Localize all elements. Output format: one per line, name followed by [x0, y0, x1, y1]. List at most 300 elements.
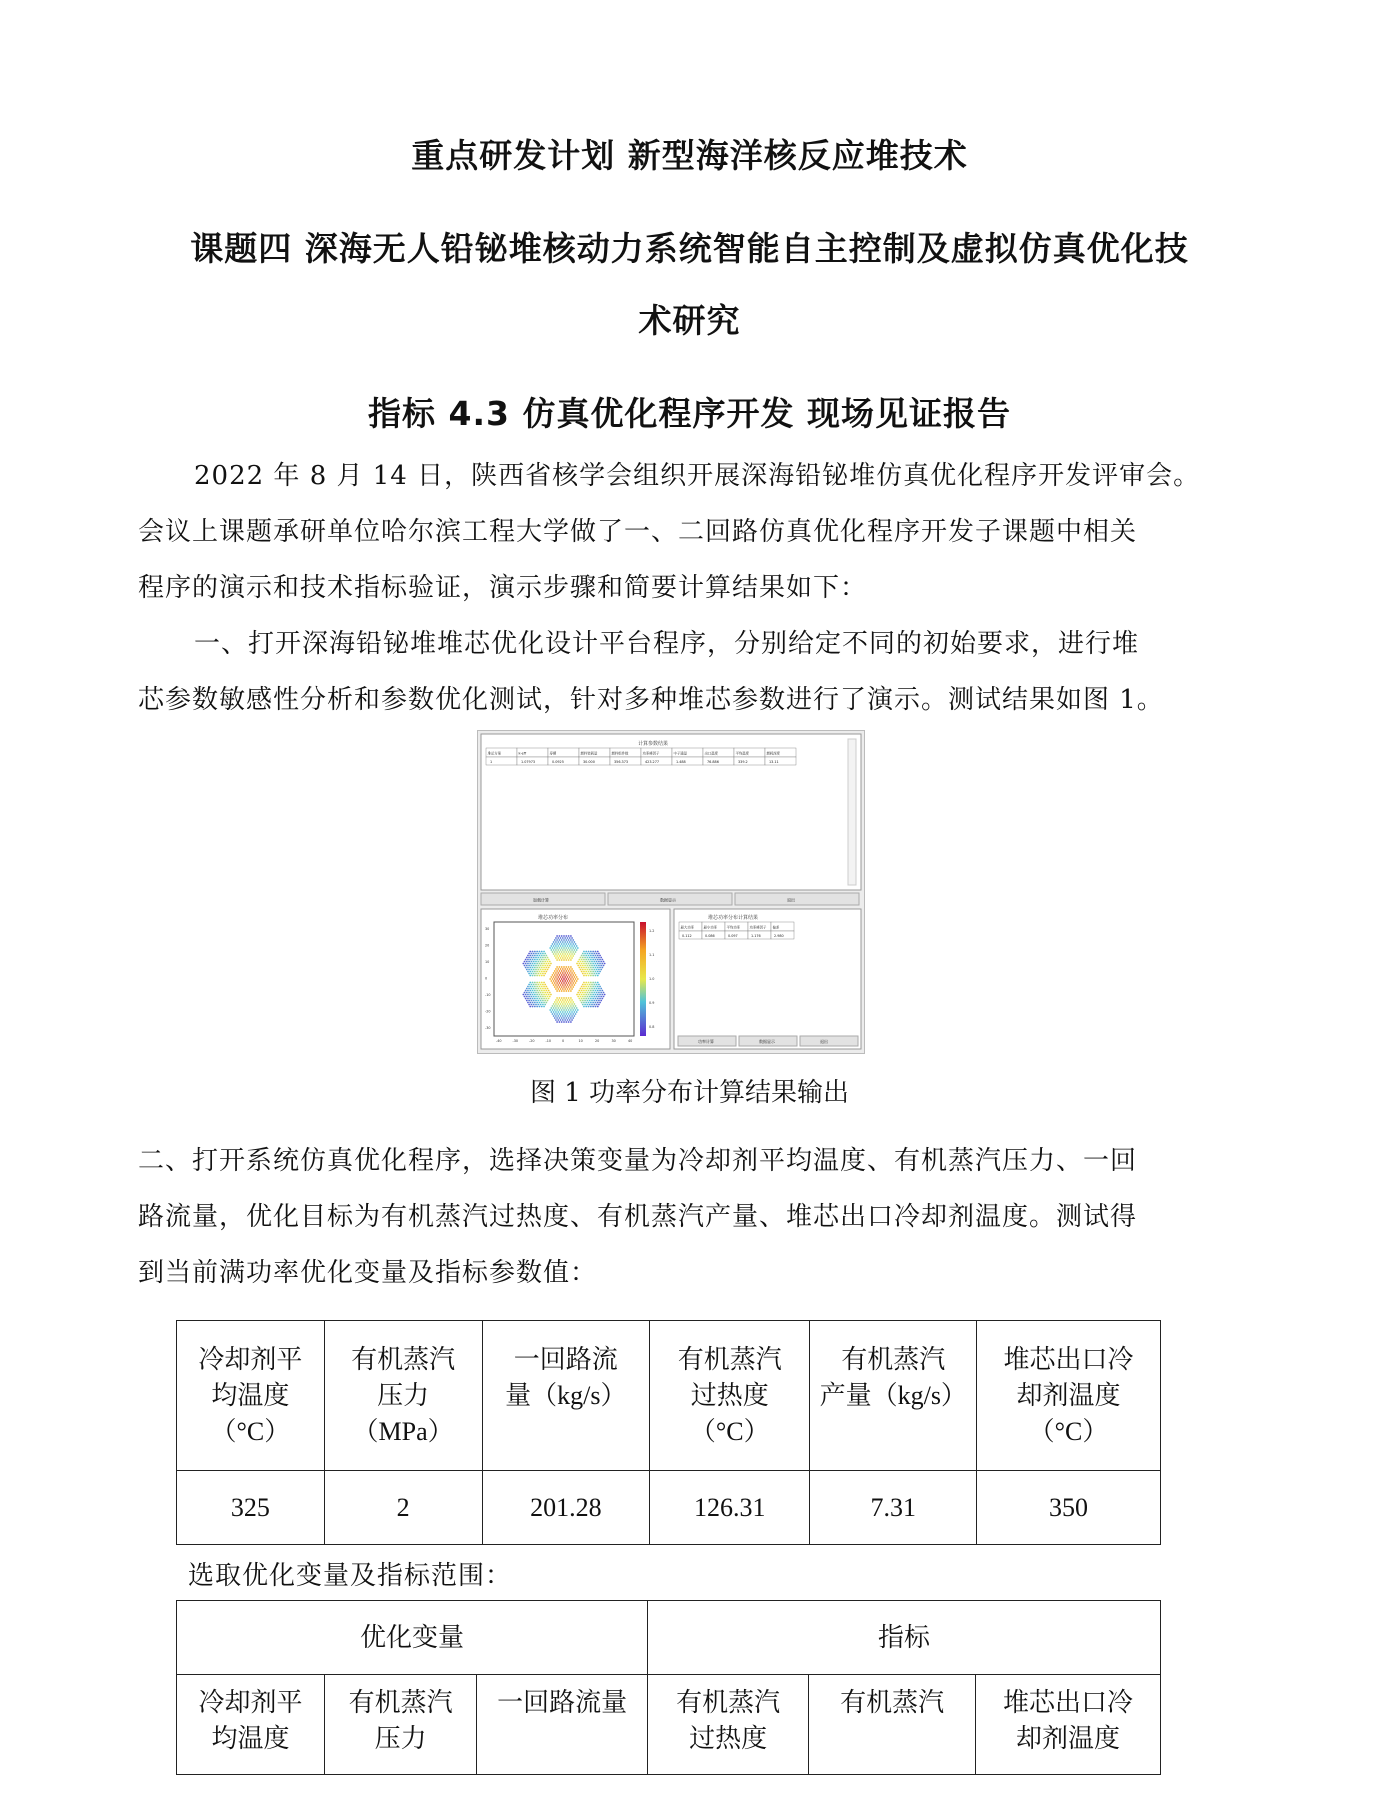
core-cell	[561, 990, 563, 992]
paragraph-line: 一、打开深海铅铋堆堆芯优化设计平台程序，分别给定不同的初始要求，进行堆	[194, 629, 1140, 659]
core-cell	[555, 984, 557, 986]
core-cell	[543, 963, 545, 965]
core-cell	[560, 976, 562, 978]
core-cell	[571, 1007, 573, 1009]
core-cell	[534, 1002, 536, 1004]
core-cell	[544, 965, 546, 967]
core-cell	[582, 992, 584, 994]
core-cell	[562, 937, 564, 939]
core-cell	[580, 969, 582, 971]
core-cell	[554, 951, 556, 953]
core-cell	[572, 943, 574, 945]
core-cell	[590, 955, 592, 957]
core-cell	[576, 963, 578, 965]
core-cell	[542, 961, 544, 963]
paragraph-line: 程序的演示和技术指标验证，演示步骤和简要计算结果如下：	[138, 573, 868, 603]
core-cell	[537, 1000, 539, 1002]
core-cell	[578, 994, 580, 996]
header-cell: 一回路流 量（kg/s）	[482, 1321, 650, 1471]
core-cell	[541, 994, 543, 996]
core-cell	[572, 1017, 574, 1019]
core-cell	[575, 1013, 577, 1015]
core-cell	[557, 980, 559, 982]
core-cell	[554, 1009, 556, 1011]
core-cell	[584, 996, 586, 998]
core-cell	[581, 986, 583, 988]
table-group-header-row	[177, 1601, 1161, 1675]
core-cell	[528, 961, 530, 963]
core-cell	[548, 994, 550, 996]
core-cell	[589, 992, 591, 994]
core-cell	[554, 1005, 556, 1007]
core-cell	[543, 994, 545, 996]
core-cell	[527, 986, 529, 988]
core-cell	[598, 961, 600, 963]
core-cell	[537, 957, 539, 959]
core-cell	[526, 957, 528, 959]
core-cell	[561, 1001, 563, 1003]
core-cell	[585, 951, 587, 953]
core-cell	[571, 1003, 573, 1005]
core-cell	[544, 1000, 546, 1002]
figure-platform-screenshot	[477, 730, 865, 1054]
core-cell	[543, 959, 545, 961]
core-cell	[592, 967, 594, 969]
core-cell	[589, 969, 591, 971]
core-cell	[552, 943, 554, 945]
core-cell	[553, 945, 555, 947]
core-cell	[560, 949, 562, 951]
core-cell	[591, 969, 593, 971]
core-cell	[545, 971, 547, 973]
right-table-value: 0.097	[728, 934, 738, 938]
core-cell	[561, 978, 563, 980]
core-cell	[524, 961, 526, 963]
core-cell	[577, 978, 579, 980]
core-cell	[540, 996, 542, 998]
core-cell	[542, 957, 544, 959]
core-cell	[570, 1001, 572, 1003]
core-cell	[568, 955, 570, 957]
colorbar-tick-label: 0.8	[649, 1025, 655, 1029]
core-cell	[563, 990, 565, 992]
core-cell	[569, 976, 571, 978]
core-cell	[560, 1007, 562, 1009]
core-cell	[545, 998, 547, 1000]
core-cell	[588, 967, 590, 969]
core-cell	[528, 953, 530, 955]
core-cell	[537, 988, 539, 990]
core-cell	[580, 992, 582, 994]
core-cell	[526, 961, 528, 963]
core-cell	[539, 1002, 541, 1004]
core-cell	[576, 994, 578, 996]
core-cell	[588, 994, 590, 996]
core-cell	[526, 1000, 528, 1002]
core-cell	[539, 951, 541, 953]
core-cell	[584, 988, 586, 990]
core-cell	[561, 1021, 563, 1023]
core-cell	[562, 1019, 564, 1021]
core-cell	[587, 1000, 589, 1002]
y-tick-label: -30	[485, 1026, 491, 1030]
core-cell	[601, 963, 603, 965]
core-cell	[545, 955, 547, 957]
core-cell	[539, 963, 541, 965]
core-cell	[542, 988, 544, 990]
core-cell	[541, 959, 543, 961]
core-cell	[540, 988, 542, 990]
core-cell	[559, 1001, 561, 1003]
core-cell	[565, 990, 567, 992]
core-cell	[589, 973, 591, 975]
core-cell	[531, 957, 533, 959]
core-cell	[587, 953, 589, 955]
core-cell	[576, 980, 578, 982]
x-tick-label: 0	[562, 1039, 565, 1043]
core-cell	[563, 947, 565, 949]
core-cell	[533, 996, 535, 998]
core-cell	[573, 1003, 575, 1005]
core-cell	[573, 1007, 575, 1009]
core-cell	[568, 943, 570, 945]
core-cell	[545, 959, 547, 961]
core-cell	[580, 988, 582, 990]
core-cell	[561, 935, 563, 937]
core-cell	[552, 978, 554, 980]
core-cell	[575, 943, 577, 945]
core-cell	[553, 984, 555, 986]
header-cell: 有机蒸汽 过热度 （°C）	[650, 1321, 810, 1471]
core-cell	[559, 1017, 561, 1019]
core-cell	[557, 1007, 559, 1009]
core-cell	[552, 982, 554, 984]
core-cell	[570, 943, 572, 945]
core-cell	[567, 941, 569, 943]
core-cell	[595, 1002, 597, 1004]
core-cell	[529, 971, 531, 973]
core-cell	[603, 965, 605, 967]
core-cell	[557, 984, 559, 986]
report-title-topic-line2: 术研究	[638, 301, 741, 340]
core-cell	[553, 1015, 555, 1017]
core-cell	[573, 972, 575, 974]
core-cell	[565, 978, 567, 980]
core-cell	[541, 955, 543, 957]
core-cell	[597, 963, 599, 965]
core-cell	[571, 999, 573, 1001]
core-cell	[561, 959, 563, 961]
core-cell	[564, 953, 566, 955]
core-cell	[536, 955, 538, 957]
core-cell	[561, 982, 563, 984]
core-cell	[564, 1003, 566, 1005]
core-cell	[576, 945, 578, 947]
core-cell	[564, 976, 566, 978]
core-cell	[583, 959, 585, 961]
core-cell	[583, 994, 585, 996]
core-cell	[598, 965, 600, 967]
core-cell	[564, 999, 566, 1001]
core-cell	[554, 955, 556, 957]
top-table-value: 1	[490, 760, 493, 764]
core-cell	[589, 996, 591, 998]
right-table-header: 平均功率	[726, 925, 741, 930]
core-cell	[583, 971, 585, 973]
core-cell	[591, 965, 593, 967]
figure-right-table	[679, 922, 794, 939]
x-tick-label: 40	[628, 1039, 633, 1043]
core-cell	[575, 947, 577, 949]
core-cell	[565, 974, 567, 976]
core-cell	[543, 975, 545, 977]
core-cell	[595, 967, 597, 969]
core-cell	[585, 955, 587, 957]
core-cell	[560, 945, 562, 947]
core-cell	[599, 955, 601, 957]
core-cell	[589, 1004, 591, 1006]
core-cell	[597, 986, 599, 988]
y-tick-label: -20	[485, 1009, 491, 1014]
header-cell: 冷却剂平 均温度 （°C）	[177, 1321, 325, 1471]
core-cell	[576, 1011, 578, 1013]
core-cell	[563, 1013, 565, 1015]
core-cell	[531, 996, 533, 998]
core-cell	[565, 943, 567, 945]
core-cell	[540, 984, 542, 986]
core-cell	[589, 957, 591, 959]
core-cell	[544, 953, 546, 955]
core-cell	[601, 994, 603, 996]
colorbar-tick-label: 1.2	[649, 929, 655, 933]
core-cell	[556, 1021, 558, 1023]
core-cell	[544, 992, 546, 994]
core-cell	[532, 963, 534, 965]
core-cell	[592, 982, 594, 984]
core-cell	[564, 984, 566, 986]
figure-button-label: 数据显示	[759, 1039, 775, 1044]
core-cell	[590, 990, 592, 992]
core-cell	[560, 1019, 562, 1021]
core-cell	[597, 994, 599, 996]
core-cell	[576, 1007, 578, 1009]
core-cell	[541, 1006, 543, 1008]
right-table-header: 最小功率	[703, 925, 718, 930]
core-cell	[555, 980, 557, 982]
core-cell	[565, 935, 567, 937]
top-table-value: 13.11	[769, 760, 779, 764]
core-cell	[568, 935, 570, 937]
core-cell	[593, 1004, 595, 1006]
top-table-header: 燃料装载量	[580, 751, 598, 756]
group-header-cell: 优化变量	[177, 1601, 648, 1675]
core-cell	[568, 959, 570, 961]
core-cell	[580, 965, 582, 967]
core-cell	[554, 974, 556, 976]
core-cell	[561, 1017, 563, 1019]
core-cell	[524, 965, 526, 967]
core-cell	[550, 976, 552, 978]
core-cell	[543, 1002, 545, 1004]
core-cell	[591, 957, 593, 959]
core-cell	[570, 935, 572, 937]
core-cell	[536, 998, 538, 1000]
core-cell	[599, 1002, 601, 1004]
core-cell	[572, 1001, 574, 1003]
core-cell	[599, 963, 601, 965]
core-cell	[547, 965, 549, 967]
core-cell	[563, 997, 565, 999]
core-cell	[597, 959, 599, 961]
core-cell	[547, 988, 549, 990]
core-cell	[539, 959, 541, 961]
core-cell	[556, 939, 558, 941]
core-cell	[572, 970, 574, 972]
heatmap-x-ticks	[496, 1039, 632, 1043]
core-cell	[539, 990, 541, 992]
core-cell	[544, 996, 546, 998]
core-cell	[582, 1000, 584, 1002]
core-cell	[568, 978, 570, 980]
core-cell	[595, 1006, 597, 1008]
core-cell	[556, 1013, 558, 1015]
core-cell	[592, 1002, 594, 1004]
core-cell	[563, 1005, 565, 1007]
top-table-value: 423.277	[645, 760, 660, 764]
core-cell	[592, 971, 594, 973]
core-cell	[568, 1013, 570, 1015]
core-cell	[599, 994, 601, 996]
right-table-header: 功率峰因子	[749, 925, 767, 930]
core-cell	[563, 959, 565, 961]
core-cell	[595, 994, 597, 996]
core-cell	[569, 1007, 571, 1009]
core-cell	[588, 982, 590, 984]
core-cell	[573, 953, 575, 955]
core-cell	[569, 953, 571, 955]
core-cell	[553, 941, 555, 943]
right-table-value: 0.112	[682, 934, 692, 938]
figure-button-label: 功率计算	[698, 1039, 714, 1044]
core-cell	[597, 951, 599, 953]
right-table-value: 1.176	[751, 934, 761, 938]
core-cell	[582, 953, 584, 955]
core-cell	[545, 986, 547, 988]
core-cell	[585, 963, 587, 965]
colorbar-tick-label: 1.0	[649, 977, 655, 981]
core-cell	[588, 959, 590, 961]
core-cell	[531, 961, 533, 963]
core-cell	[578, 967, 580, 969]
header-cell: 有机蒸汽 过热度	[648, 1675, 809, 1775]
paragraph-line: 芯参数敏感性分析和参数优化测试，针对多种堆芯参数进行了演示。测试结果如图 1。	[138, 685, 1164, 715]
core-cell	[561, 1013, 563, 1015]
core-cell	[585, 1002, 587, 1004]
core-cell	[529, 990, 531, 992]
core-cell	[550, 1011, 552, 1013]
top-table-value: 1.488	[676, 760, 686, 764]
core-cell	[583, 986, 585, 988]
core-cell	[535, 1000, 537, 1002]
core-cell	[540, 992, 542, 994]
core-cell	[570, 966, 572, 968]
core-cell	[555, 941, 557, 943]
core-cell	[528, 969, 530, 971]
core-cell	[536, 1006, 538, 1008]
core-cell	[596, 1000, 598, 1002]
core-cell	[537, 996, 539, 998]
report-title-main: 重点研发计划 新型海洋核反应堆技术	[411, 136, 968, 175]
core-cell	[532, 986, 534, 988]
core-cell	[547, 957, 549, 959]
core-cell	[527, 1002, 529, 1004]
core-cell	[562, 949, 564, 951]
core-cell	[534, 971, 536, 973]
core-cell	[531, 953, 533, 955]
header-cell: 堆芯出口冷 却剂温度 （°C）	[977, 1321, 1161, 1471]
core-cell	[581, 994, 583, 996]
core-cell	[534, 1006, 536, 1008]
core-cell	[585, 959, 587, 961]
right-table-header: 偏差	[772, 925, 780, 930]
right-table-value: 2.980	[774, 934, 784, 938]
core-cell	[552, 974, 554, 976]
core-cell	[559, 982, 561, 984]
core-cell	[597, 990, 599, 992]
core-cell	[591, 1000, 593, 1002]
core-cell	[559, 974, 561, 976]
core-cell	[557, 1003, 559, 1005]
core-cell	[595, 990, 597, 992]
core-cell	[555, 949, 557, 951]
core-cell	[591, 984, 593, 986]
core-cell	[600, 957, 602, 959]
core-cell	[587, 984, 589, 986]
core-cell	[525, 990, 527, 992]
core-cell	[542, 984, 544, 986]
core-cell	[568, 1001, 570, 1003]
core-cell	[528, 973, 530, 975]
core-cell	[540, 957, 542, 959]
core-cell	[532, 982, 534, 984]
core-cell	[565, 947, 567, 949]
core-cell	[527, 955, 529, 957]
top-table-header: 功率峰因子	[642, 751, 660, 756]
core-cell	[570, 1005, 572, 1007]
core-cell	[555, 1011, 557, 1013]
core-cell	[590, 971, 592, 973]
core-cell	[580, 1000, 582, 1002]
core-cell	[581, 967, 583, 969]
core-cell	[522, 963, 524, 965]
report-title-indicator: 指标 4.3 仿真优化程序开发 现场见证报告	[368, 394, 1011, 433]
core-cell	[600, 969, 602, 971]
core-cell	[542, 1004, 544, 1006]
core-cell	[562, 1007, 564, 1009]
core-cell	[589, 961, 591, 963]
core-cell	[578, 963, 580, 965]
figure-top-buttons	[481, 893, 859, 905]
core-cell	[596, 969, 598, 971]
core-cell	[595, 951, 597, 953]
core-cell	[562, 980, 564, 982]
core-cell	[569, 1015, 571, 1017]
core-cell	[590, 994, 592, 996]
core-cell	[593, 988, 595, 990]
core-cell	[556, 966, 558, 968]
core-cell	[554, 1001, 556, 1003]
core-cell	[575, 978, 577, 980]
